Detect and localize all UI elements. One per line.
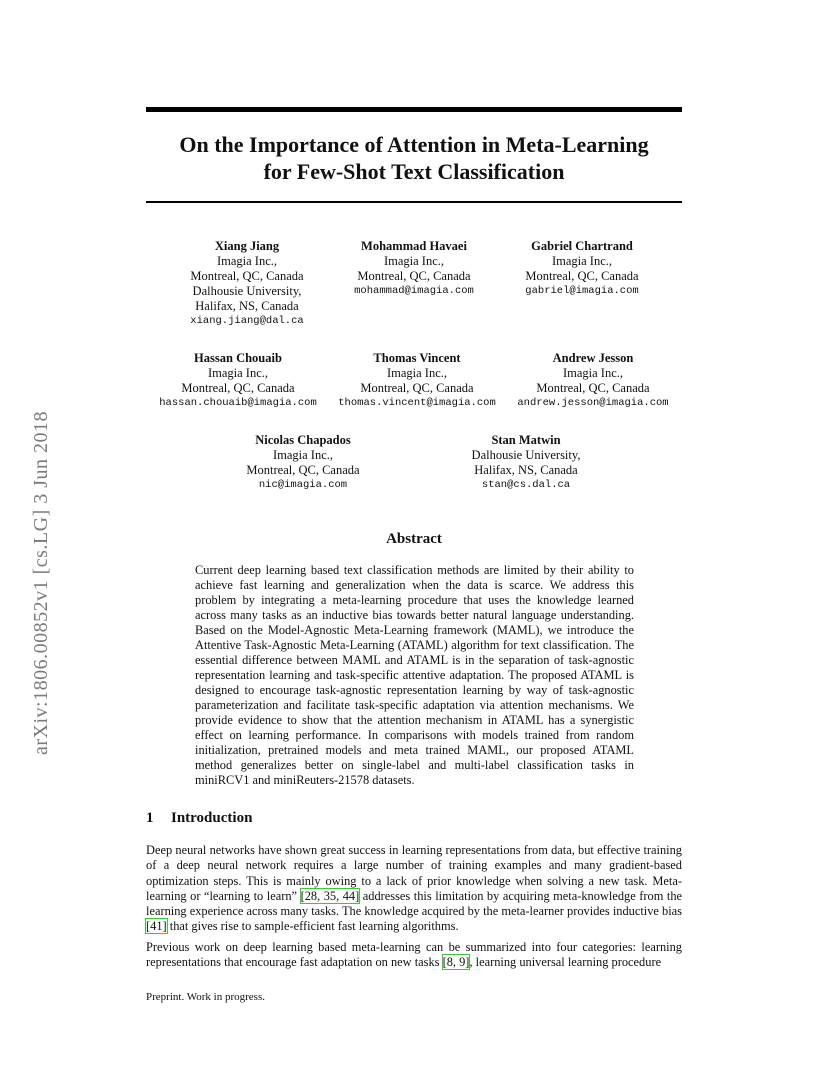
author-name: Xiang Jiang: [214, 239, 280, 253]
text-run: Deep neural networks have shown great success in learning representations from data, but effective training of a deep neural network requires a large number of training examples and many gradient-based optimization steps. This is mainly owing to a lack of prior knowledge when solving a new task. Meta-learning or “learning to learn”: [146, 843, 682, 903]
footer-note: Preprint. Work in progress.: [146, 991, 265, 1003]
author-affiliation: Montreal, QC, Canada: [246, 463, 360, 477]
author-name: Gabriel Chartrand: [531, 239, 633, 253]
author-block: [354, 239, 474, 299]
author-affiliation: Imagia Inc.,: [272, 448, 334, 462]
paper-title: [146, 131, 682, 185]
author-affiliation: Imagia Inc.,: [207, 366, 269, 380]
author-email: xiang.jiang@dal.ca: [190, 315, 304, 327]
title-line-1: On the Importance of Attention in Meta-Learning: [179, 132, 649, 157]
author-affiliation: Montreal, QC, Canada: [190, 269, 304, 283]
author-affiliation: Halifax, NS, Canada: [474, 463, 578, 477]
author-affiliation: Imagia Inc.,: [386, 366, 448, 380]
text-run: that gives rise to sample-efficient fast learning algorithms.: [166, 919, 459, 934]
author-email: andrew.jesson@imagia.com: [517, 397, 669, 409]
author-email: mohammad@imagia.com: [354, 285, 474, 297]
author-name: Andrew Jesson: [552, 351, 634, 365]
section-heading: [146, 810, 252, 827]
author-block: [525, 239, 638, 299]
author-block: [159, 351, 317, 411]
author-affiliation: Halifax, NS, Canada: [195, 299, 299, 313]
citation-link[interactable]: [41]: [146, 919, 167, 934]
author-affiliation: Dalhousie University,: [192, 284, 302, 298]
author-email: stan@cs.dal.ca: [481, 479, 571, 491]
author-affiliation: Montreal, QC, Canada: [536, 381, 650, 395]
author-affiliation: Imagia Inc.,: [562, 366, 624, 380]
author-affiliation: Dalhousie University,: [471, 448, 581, 462]
author-block: [472, 433, 581, 493]
author-name: Nicolas Chapados: [255, 433, 351, 447]
intro-paragraph-1: [146, 843, 682, 935]
author-affiliation: Imagia Inc.,: [551, 254, 613, 268]
author-name: Stan Matwin: [491, 433, 561, 447]
text-run: , learning universal learning procedure: [469, 955, 662, 970]
title-rule-bottom: [146, 201, 682, 203]
author-name: Thomas Vincent: [373, 351, 461, 365]
author-block: [517, 351, 668, 411]
title-line-2: for Few-Shot Text Classification: [263, 159, 565, 184]
abstract-heading: Abstract: [386, 531, 442, 547]
author-email: thomas.vincent@imagia.com: [338, 397, 496, 409]
author-email: hassan.chouaib@imagia.com: [159, 397, 317, 409]
author-affiliation: Montreal, QC, Canada: [525, 269, 639, 283]
title-rule-top: [146, 107, 682, 112]
section-title: Introduction: [171, 810, 253, 826]
author-affiliation: Imagia Inc.,: [216, 254, 278, 268]
author-affiliation: Imagia Inc.,: [383, 254, 445, 268]
author-name: Mohammad Havaei: [361, 239, 467, 253]
text-run: Previous work on deep learning based meta-learning can be summarized into four categories: learning representations that encourage fast adaptation on new tasks: [146, 940, 682, 970]
abstract-text: Current deep learning based text classification methods are limited by their ability to achieve fast learning and generalization when the data is scarce. We address this problem by integrating a meta-learning procedure that uses the knowledge learned across many tasks as an inductive bias towards better natural language understanding. Based on the Model-Agnostic Meta-Learning framework (MAML), we introduce the Attentive Task-Agnostic Meta-Learning (ATAML) algorithm for text classification. The essential difference between MAML and ATAML is in the separation of task-agnostic representation learning and task-specific attentive adaptation. The proposed ATAML is designed to encourage task-agnostic representation learning by way of task-agnostic parameterization and facilitate task-specific adaptation via attention mechanisms. We provide evidence to show that the attention mechanism in ATAML has a synergistic effect on learning performance. In comparisons with models trained from random initialization, pretrained models and meta trained MAML, our proposed ATAML method generalizes better on single-label and multi-label classification tasks in miniRCV1 and miniReuters-21578 datasets.: [195, 563, 634, 787]
author-block: [246, 433, 359, 493]
author-block: [338, 351, 496, 411]
citation-link[interactable]: [28, 35, 44]: [300, 888, 360, 903]
author-name: Hassan Chouaib: [194, 351, 282, 365]
author-email: nic@imagia.com: [258, 479, 348, 491]
author-block: [190, 239, 303, 329]
author-affiliation: Montreal, QC, Canada: [357, 269, 471, 283]
text-run: addresses this limitation by acquiring meta-knowledge from the learning experience across many tasks. The knowledge acquired by the meta-learner provides inductive bias: [146, 888, 683, 919]
author-affiliation: Montreal, QC, Canada: [360, 381, 474, 395]
author-affiliation: Montreal, QC, Canada: [181, 381, 295, 395]
arxiv-watermark: arXiv:1806.00852v1 [cs.LG] 3 Jun 2018: [30, 410, 52, 755]
citation-link[interactable]: [8, 9]: [442, 955, 470, 970]
author-email: gabriel@imagia.com: [525, 285, 639, 297]
intro-paragraph-2: [146, 940, 682, 971]
section-number: 1: [146, 810, 154, 826]
